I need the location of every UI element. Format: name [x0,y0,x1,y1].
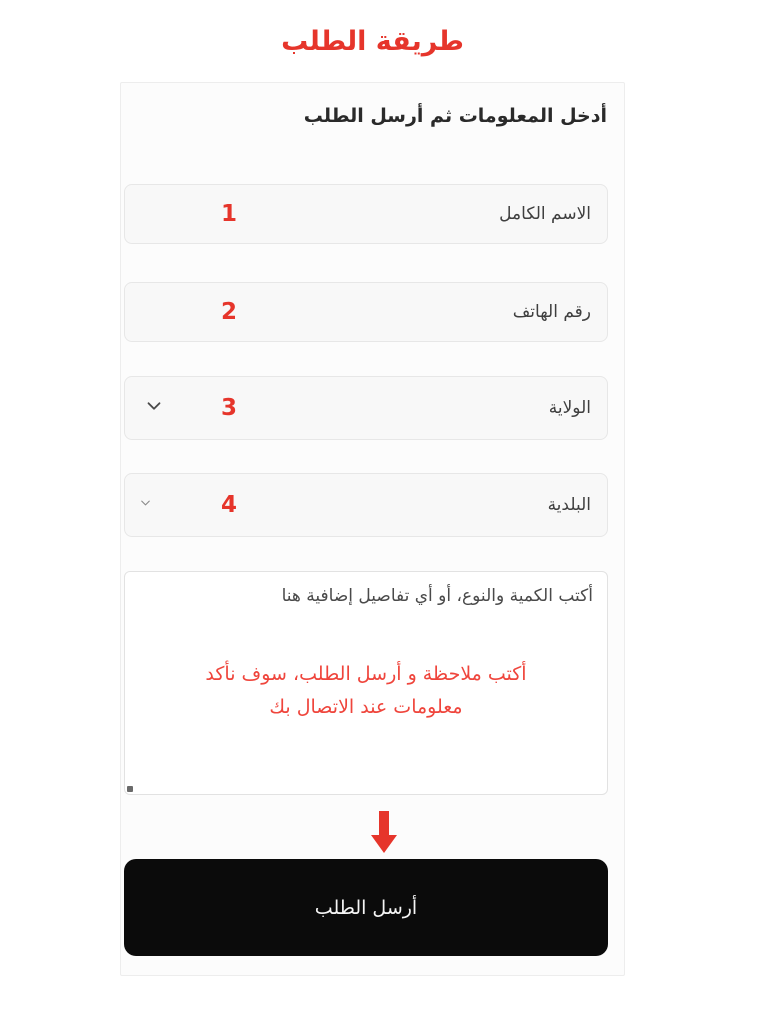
arrow-down-icon [371,811,397,853]
form-header: أدخل المعلومات ثم أرسل الطلب [303,105,607,127]
details-textarea[interactable] [124,571,608,795]
wilaya-select[interactable] [124,376,608,440]
step-2-annotation: 2 [221,299,238,325]
step-4-annotation: 4 [221,492,238,518]
full-name-input[interactable] [124,184,608,244]
page-title: طريقة الطلب [281,26,464,57]
note-annotation-line2: معلومات عند الاتصال بك [269,696,463,718]
wilaya-select-label: الولاية [548,398,591,418]
submit-order-button[interactable]: أرسل الطلب [124,859,608,956]
details-placeholder: أكتب الكمية والنوع، أو أي تفاصيل إضافية هنا [281,586,593,606]
municipality-select-label: البلدية [547,495,591,515]
chevron-down-icon [138,496,153,515]
step-1-annotation: 1 [221,201,238,227]
arrow-down-stem [379,811,389,835]
phone-number-input[interactable] [124,282,608,342]
note-annotation-line1: أكتب ملاحظة و أرسل الطلب، سوف نأكد [205,663,527,685]
phone-number-placeholder: رقم الهاتف [512,302,591,322]
order-form-card [120,82,625,976]
full-name-placeholder: الاسم الكامل [499,204,591,224]
textarea-resize-handle[interactable] [127,786,133,792]
note-annotation [125,658,607,724]
municipality-select[interactable] [124,473,608,537]
step-3-annotation: 3 [221,395,238,421]
chevron-down-icon [143,395,165,421]
arrow-down-head [371,835,397,853]
